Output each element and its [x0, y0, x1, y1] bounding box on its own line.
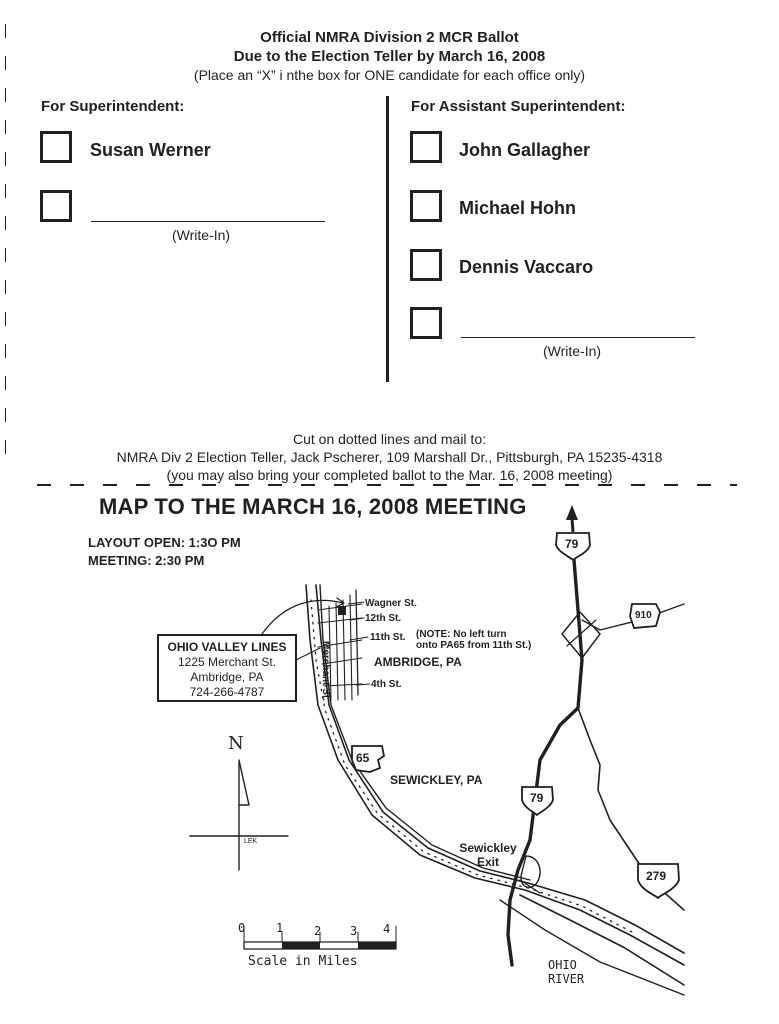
- candidate-john-gallagher: John Gallagher: [459, 140, 591, 160]
- mail-instructions: Cut on dotted lines and mail to:: [292, 431, 486, 447]
- sewickley-label: SEWICKLEY, PA: [390, 773, 483, 787]
- fourth-st-label: 4th St.: [371, 679, 402, 690]
- ballot-instructions: (Place an “X” i nthe box for ONE candidate for each office only): [193, 67, 586, 83]
- assistant-write-in-label: (Write-In): [543, 343, 602, 359]
- candidate-dennis-vaccaro: Dennis Vaccaro: [459, 257, 594, 277]
- wagner-st-label: Wagner St.: [365, 598, 417, 609]
- author-mark: LEK: [244, 838, 258, 845]
- layout-open-time: LAYOUT OPEN: 1:3O PM: [88, 535, 241, 550]
- pa910-shield-number: 910: [635, 610, 652, 621]
- mail-note: (you may also bring your completed ballot to the Mar. 16, 2008 meeting): [166, 467, 613, 483]
- north-label: N: [228, 733, 244, 754]
- pa65-shield-number: 65: [356, 751, 370, 765]
- map-title: MAP TO THE MARCH 16, 2008 MEETING: [99, 494, 527, 519]
- twelfth-st-label: 12th St.: [365, 613, 402, 624]
- scale-tick-1: 1: [276, 921, 284, 935]
- scale-tick-0: 0: [238, 921, 246, 935]
- turn-note: (NOTE: No left turn onto PA65 from 11th St.): [416, 629, 532, 651]
- assistant-label: For Assistant Superintendent:: [411, 98, 626, 115]
- sewickley-exit-label: Sewickley Exit: [459, 841, 517, 869]
- merchant-st-label: Merchant St.: [320, 641, 331, 702]
- scale-caption: Scale in Miles: [248, 954, 358, 969]
- i79-north-shield-number: 79: [565, 537, 579, 551]
- scale-tick-4: 4: [383, 922, 391, 936]
- ballot-title: Official NMRA Division 2 MCR Ballot: [260, 29, 519, 46]
- scale-tick-3: 3: [350, 924, 358, 938]
- venue-city: Ambridge, PA: [190, 670, 264, 684]
- ambridge-label: AMBRIDGE, PA: [374, 655, 462, 669]
- i79-south-shield-number: 79: [530, 791, 544, 805]
- venue-phone: 724-266-4787: [189, 685, 265, 699]
- ohio-river-label: OHIO RIVER: [548, 958, 585, 986]
- superintendent-label: For Superintendent:: [41, 98, 185, 115]
- venue-street: 1225 Merchant St.: [177, 655, 277, 669]
- eleventh-st-label: 11th St.: [370, 632, 406, 643]
- venue-box: [157, 634, 297, 702]
- venue-name: OHIO VALLEY LINES: [167, 640, 287, 654]
- ballot-due: Due to the Election Teller by March 16, 2008: [233, 48, 546, 65]
- candidate-susan-werner: Susan Werner: [90, 140, 211, 160]
- scale-tick-2: 2: [314, 924, 322, 938]
- superintendent-write-in-label: (Write-In): [172, 227, 231, 243]
- candidate-michael-hohn: Michael Hohn: [459, 198, 577, 218]
- i279-shield-number: 279: [646, 869, 667, 883]
- meeting-time: MEETING: 2:30 PM: [88, 553, 205, 568]
- mail-address: NMRA Div 2 Election Teller, Jack Pscherer, 109 Marshall Dr., Pittsburgh, PA 15235-4318: [116, 449, 663, 465]
